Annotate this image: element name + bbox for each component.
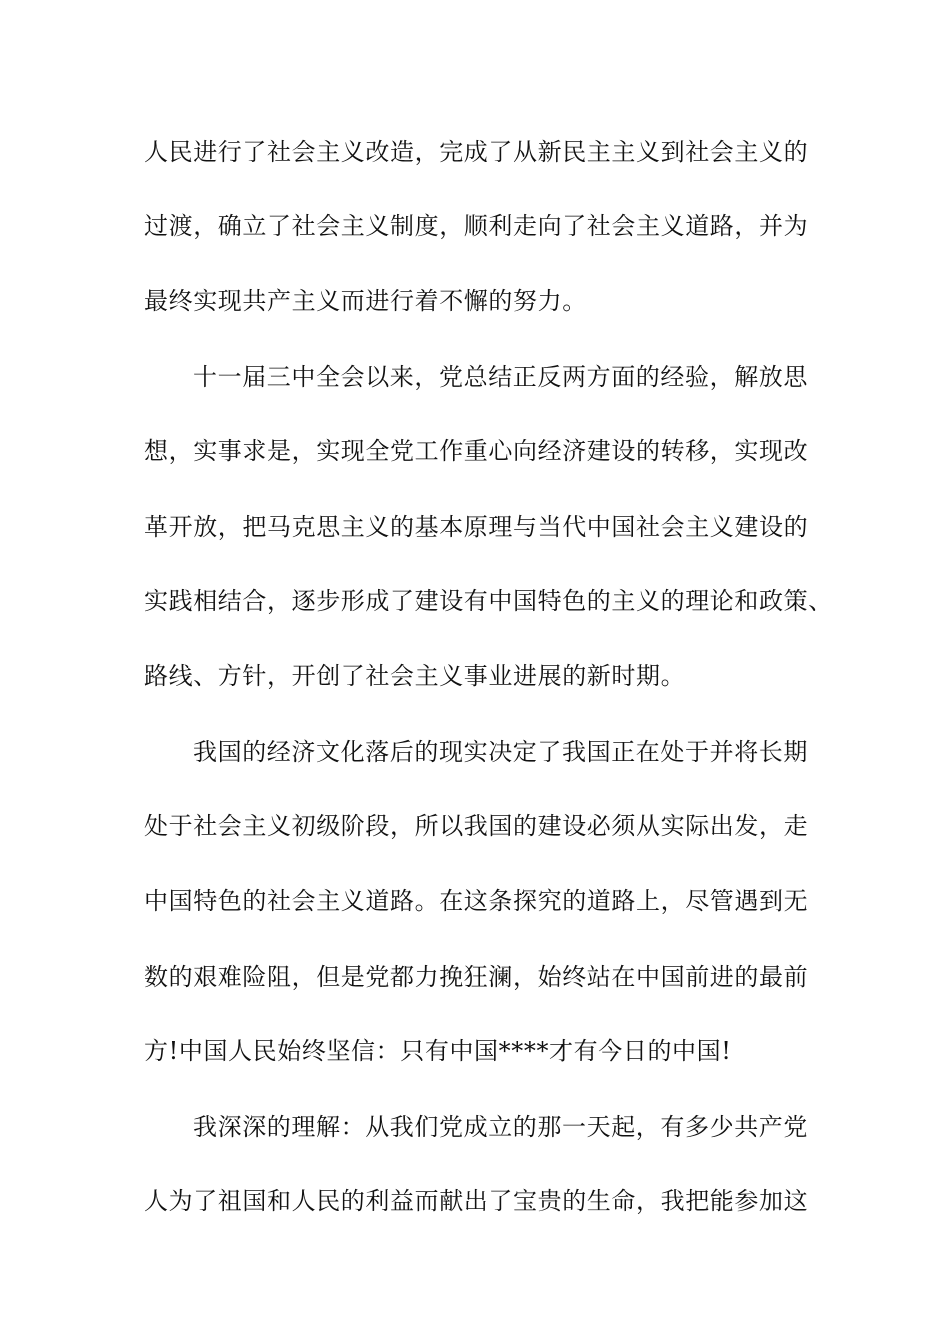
paragraph-first-line: 十一届三中全会以来，党总结正反两方面的经验，解放思 (193, 363, 808, 391)
text-line: 人民进行了社会主义改造，完成了从新民主主义到社会主义的 (144, 138, 809, 166)
paragraph-first-line: 我国的经济文化落后的现实决定了我国正在处于并将长期 (193, 738, 808, 766)
text-line: 人为了祖国和人民的利益而献出了宝贵的生命，我把能参加这 (144, 1187, 809, 1215)
text-line: 革开放，把马克思主义的基本原理与当代中国社会主义建设的 (144, 513, 809, 541)
text-line: 实践相结合，逐步形成了建设有中国特色的主义的理论和政策、 (144, 587, 833, 615)
text-line: 中国特色的社会主义道路。在这条探究的道路上，尽管遇到无 (144, 887, 809, 915)
paragraph-first-line: 我深深的理解：从我们党成立的那一天起，有多少共产党 (193, 1113, 808, 1141)
text-line: 最终实现共产主义而进行着不懈的努力。 (144, 287, 587, 315)
text-line: 过渡，确立了社会主义制度，顺利走向了社会主义道路，并为 (144, 212, 809, 240)
text-line: 想，实事求是，实现全党工作重心向经济建设的转移，实现改 (144, 437, 809, 465)
text-line: 路线、方针，开创了社会主义事业进展的新时期。 (144, 662, 686, 690)
text-line: 数的艰难险阻，但是党都力挽狂澜，始终站在中国前进的最前 (144, 963, 809, 991)
text-line: 处于社会主义初级阶段，所以我国的建设必须从实际出发，走 (144, 812, 809, 840)
text-line: 方!中国人民始终坚信：只有中国****才有今日的中国! (144, 1037, 732, 1065)
